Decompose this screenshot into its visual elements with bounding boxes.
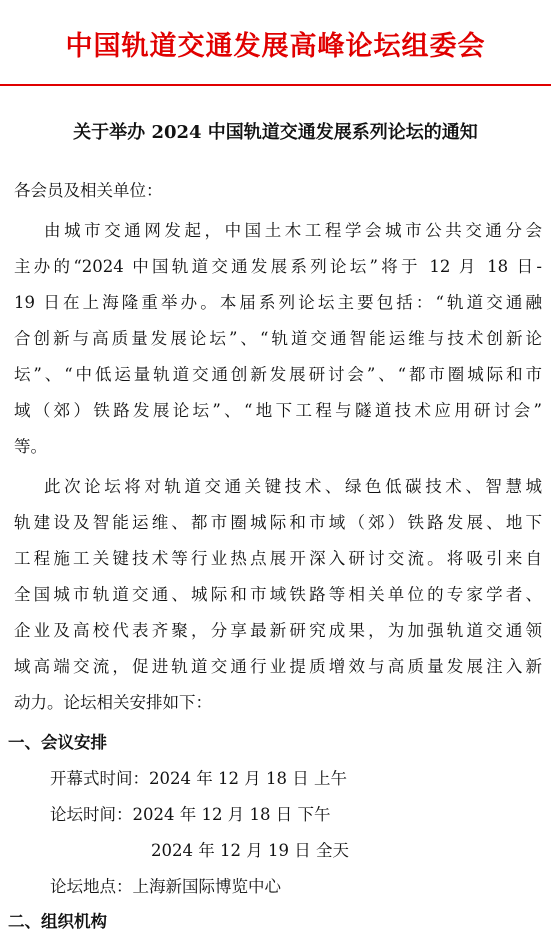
paragraph2-line-3: 工程施工关键技术等行业热点展开深入研讨交流。将吸引来自 [14, 549, 542, 568]
opening-time-label: 开幕式时间： [50, 769, 149, 788]
paragraph1-line-6: 域（郊）铁路发展论坛”、“地下工程与隧道技术应用研讨会” [14, 401, 542, 420]
paragraph1-line-4: 合创新与高质量发展论坛”、“轨道交通智能运维与技术创新论 [14, 329, 542, 348]
forum-time-value-2: 2024 年 12 月 19 日 全天 [151, 841, 349, 860]
organizer-title: 中国轨道交通发展高峰论坛组委会 [65, 31, 486, 62]
venue-label: 论坛地点： [50, 877, 133, 896]
venue-value: 上海新国际博览中心 [132, 877, 281, 896]
paragraph1-line-1: 由城市交通网发起，中国土木工程学会城市公共交通分会 [44, 221, 542, 240]
opening-time-row [50, 769, 347, 789]
salutation: 各会员及相关单位： [14, 181, 163, 200]
paragraph2-line-4: 全国城市轨道交通、城际和市域铁路等相关单位的专家学者、 [14, 585, 542, 604]
red-divider-line [0, 84, 551, 86]
forum-time-value-1: 2024 年 12 月 18 日 下午 [132, 805, 331, 824]
paragraph2-line-7: 动力。论坛相关安排如下： [14, 693, 212, 712]
venue-row [50, 877, 281, 897]
section1-heading: 一、会议安排 [8, 733, 107, 752]
forum-time-row [50, 805, 330, 825]
paragraph1-line-7: 等。 [14, 437, 47, 456]
paragraph2-line-6: 域高端交流，促进轨道交通行业提质增效与高质量发展注入新 [14, 657, 542, 676]
paragraph2-line-5: 企业及高校代表齐聚，分享最新研究成果，为加强轨道交通领 [14, 621, 542, 640]
paragraph2-line-1: 此次论坛将对轨道交通关键技术、绿色低碳技术、智慧城 [44, 477, 542, 496]
notice-title: 关于举办 2024 中国轨道交通发展系列论坛的通知 [73, 122, 478, 143]
paragraph1-line-5: 坛”、“中低运量轨道交通创新发展研讨会”、“都市圈城际和市 [14, 365, 542, 384]
section2-heading: 二、组织机构 [8, 912, 107, 931]
paragraph1-line-2: 主办的“2024 中国轨道交通发展系列论坛”将于 12 月 18 日- [14, 257, 542, 276]
forum-time-label: 论坛时间： [50, 805, 133, 824]
paragraph2-line-2: 轨建设及智能运维、都市圈城际和市域（郊）铁路发展、地下 [14, 513, 542, 532]
opening-time-value: 2024 年 12 月 18 日 上午 [149, 769, 347, 788]
paragraph1-line-3: 19 日在上海隆重举办。本届系列论坛主要包括：“轨道交通融 [14, 293, 542, 312]
